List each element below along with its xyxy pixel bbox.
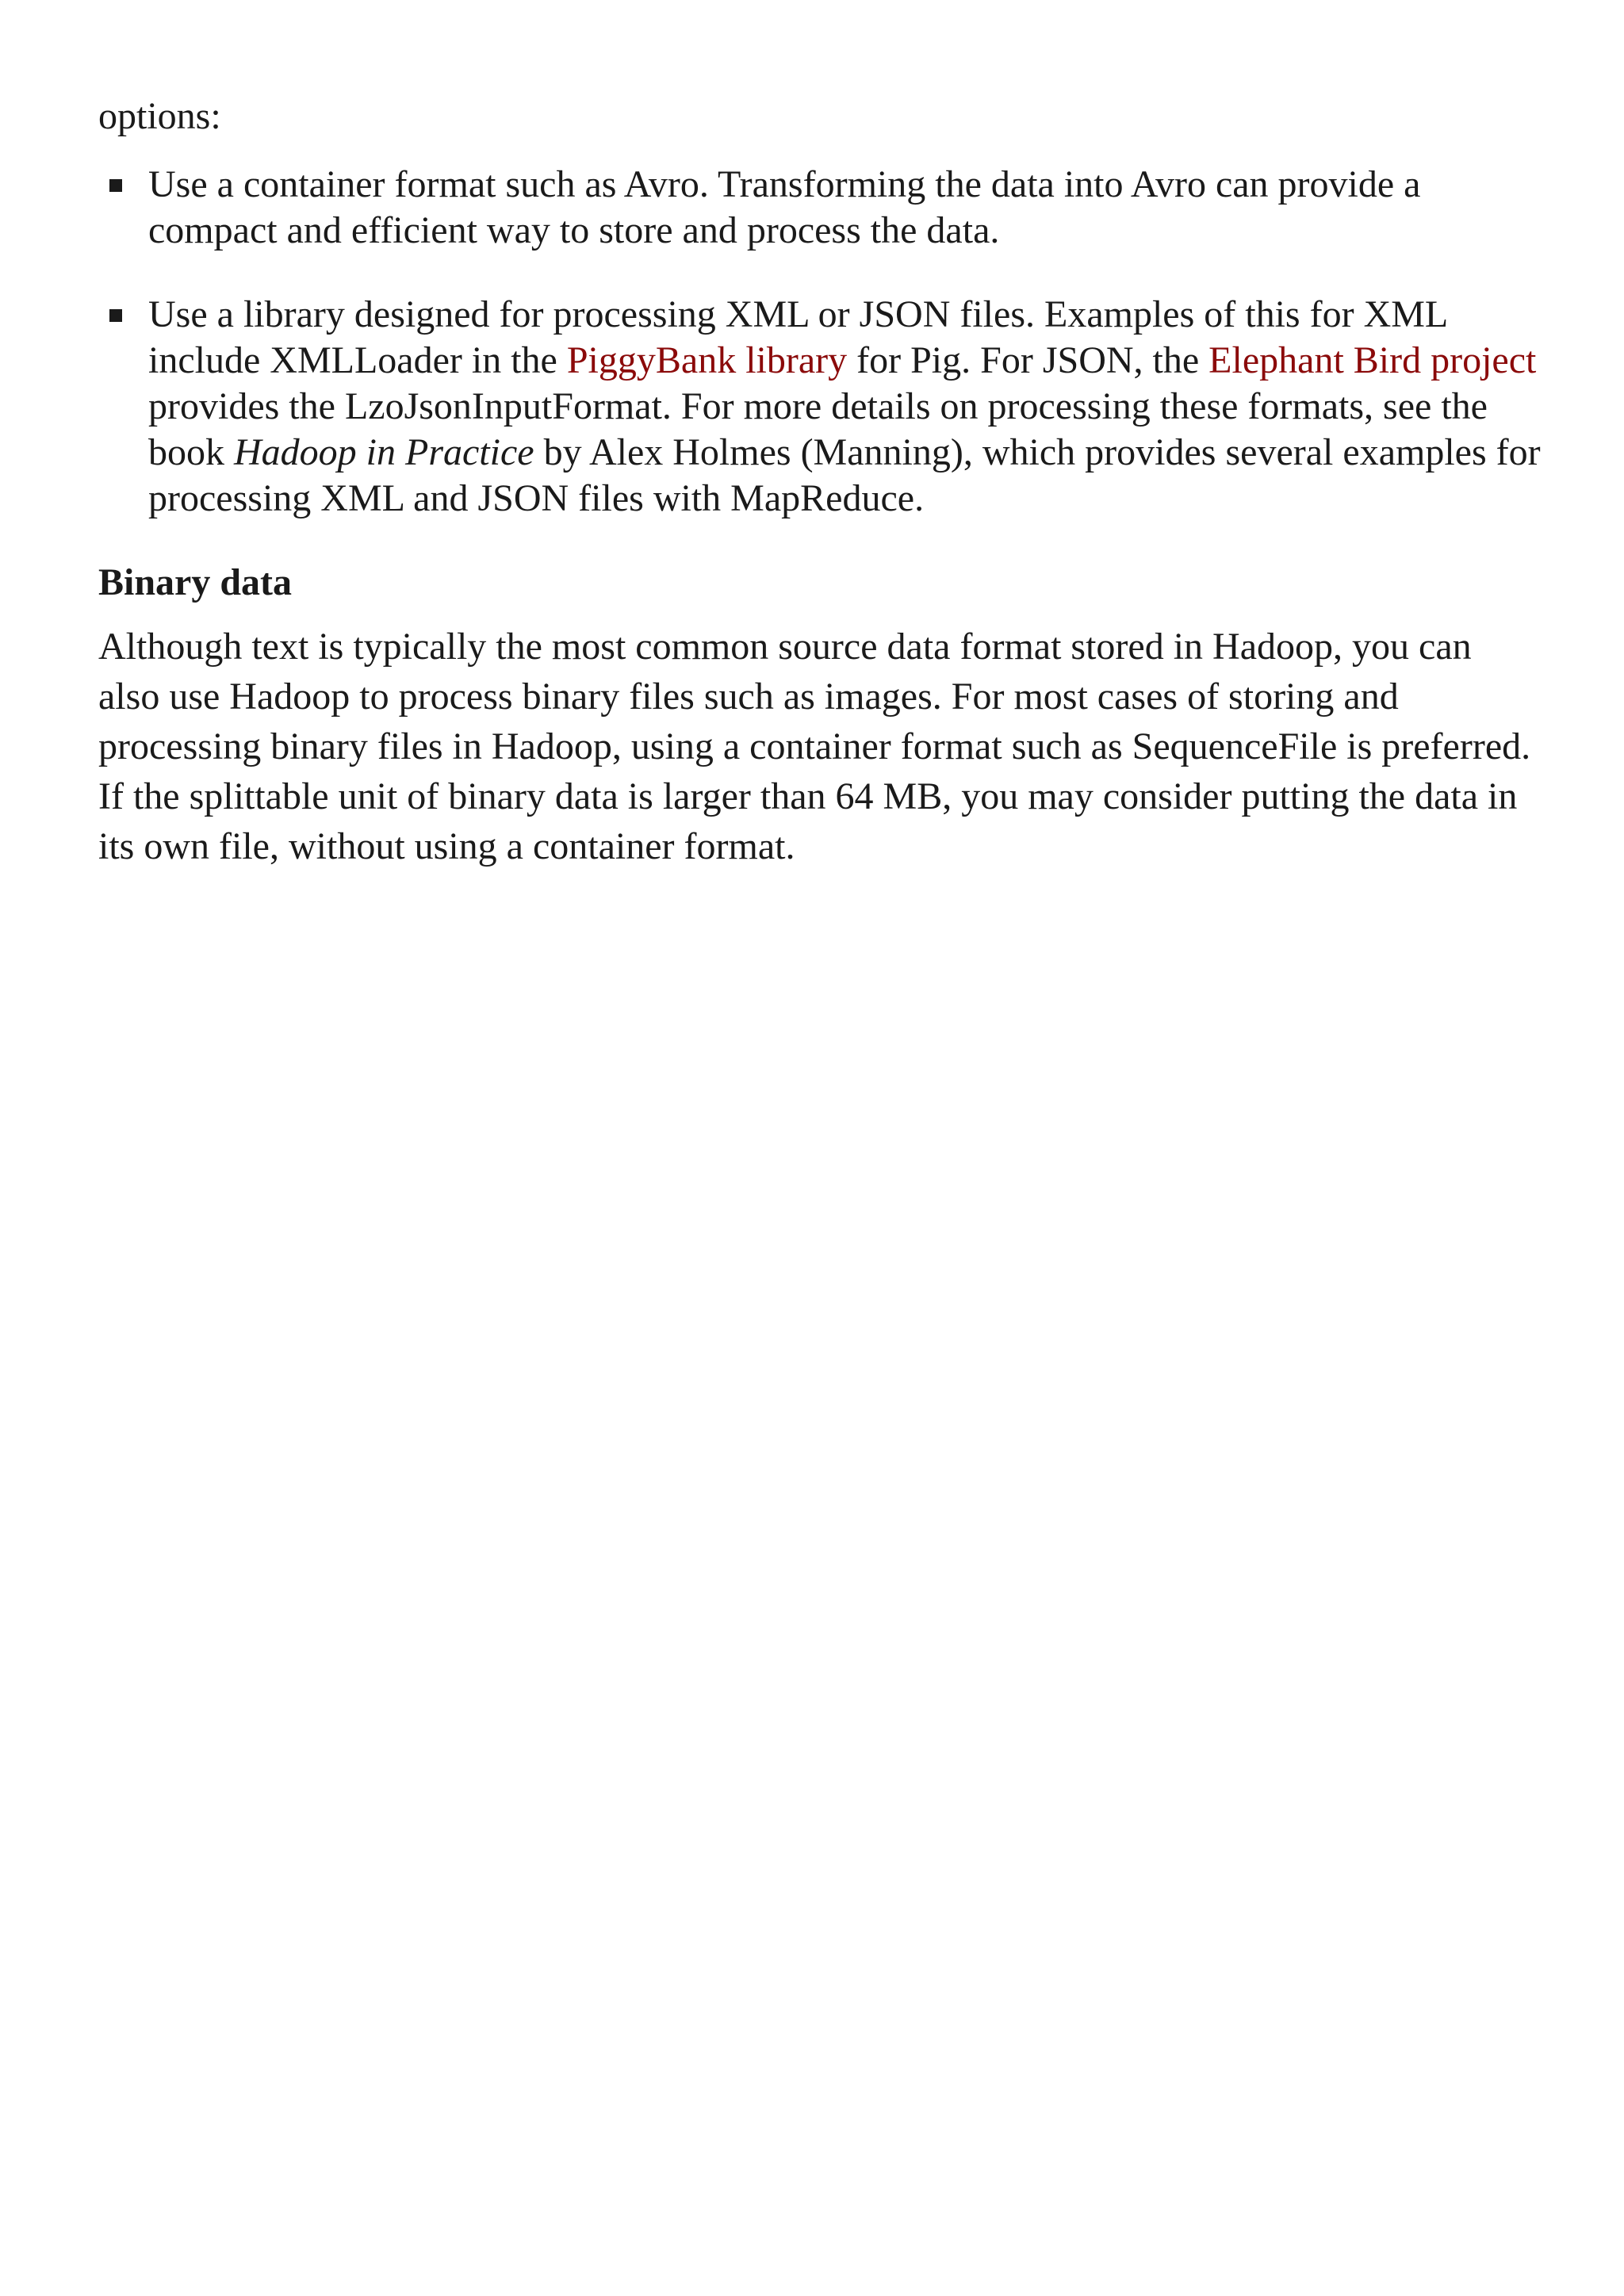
intro-text: options: [98,95,221,137]
section-heading: Binary data [98,561,293,603]
list-item [98,292,1542,522]
section-paragraph: Although text is typically the most common source data format stored in Hadoop, you can also use Hadoop to process binary files such as images. For most cases of storing and processing binary files in Hadoop, using a container format such as SequenceFile is preferred. If the splittable unit of binary data is larger than 64 MB, you may consider putting the data in its own file, without using a container format. [98,626,1531,867]
piggybank-library-link[interactable]: PiggyBank library [566,339,848,381]
list-item-text-part: for Pig. For JSON, the [847,339,1209,381]
options-list [98,162,1542,522]
list-item-text-part: provides the LzoJsonInputFormat. For more details on processing these formats, see the book [148,385,1488,473]
list-item-text-part: by Alex Holmes (Manning), which provides several examples for processing XML and JSON files with MapReduce. [148,431,1541,519]
book-title: Hadoop in Practice [234,431,534,473]
list-item-text: Use a container format such as Avro. Transforming the data into Avro can provide a compact and efficient way to store and process the data. [148,163,1421,251]
square-bullet-icon [109,309,122,322]
list-item-text-part: Use a library designed for processing XML or JSON files. Examples of this for XML include XMLLoader in the [148,293,1447,381]
document-page [98,94,1542,871]
elephant-bird-project-link[interactable]: Elephant Bird project [1208,339,1537,381]
list-item [98,162,1542,254]
square-bullet-icon [109,179,122,192]
